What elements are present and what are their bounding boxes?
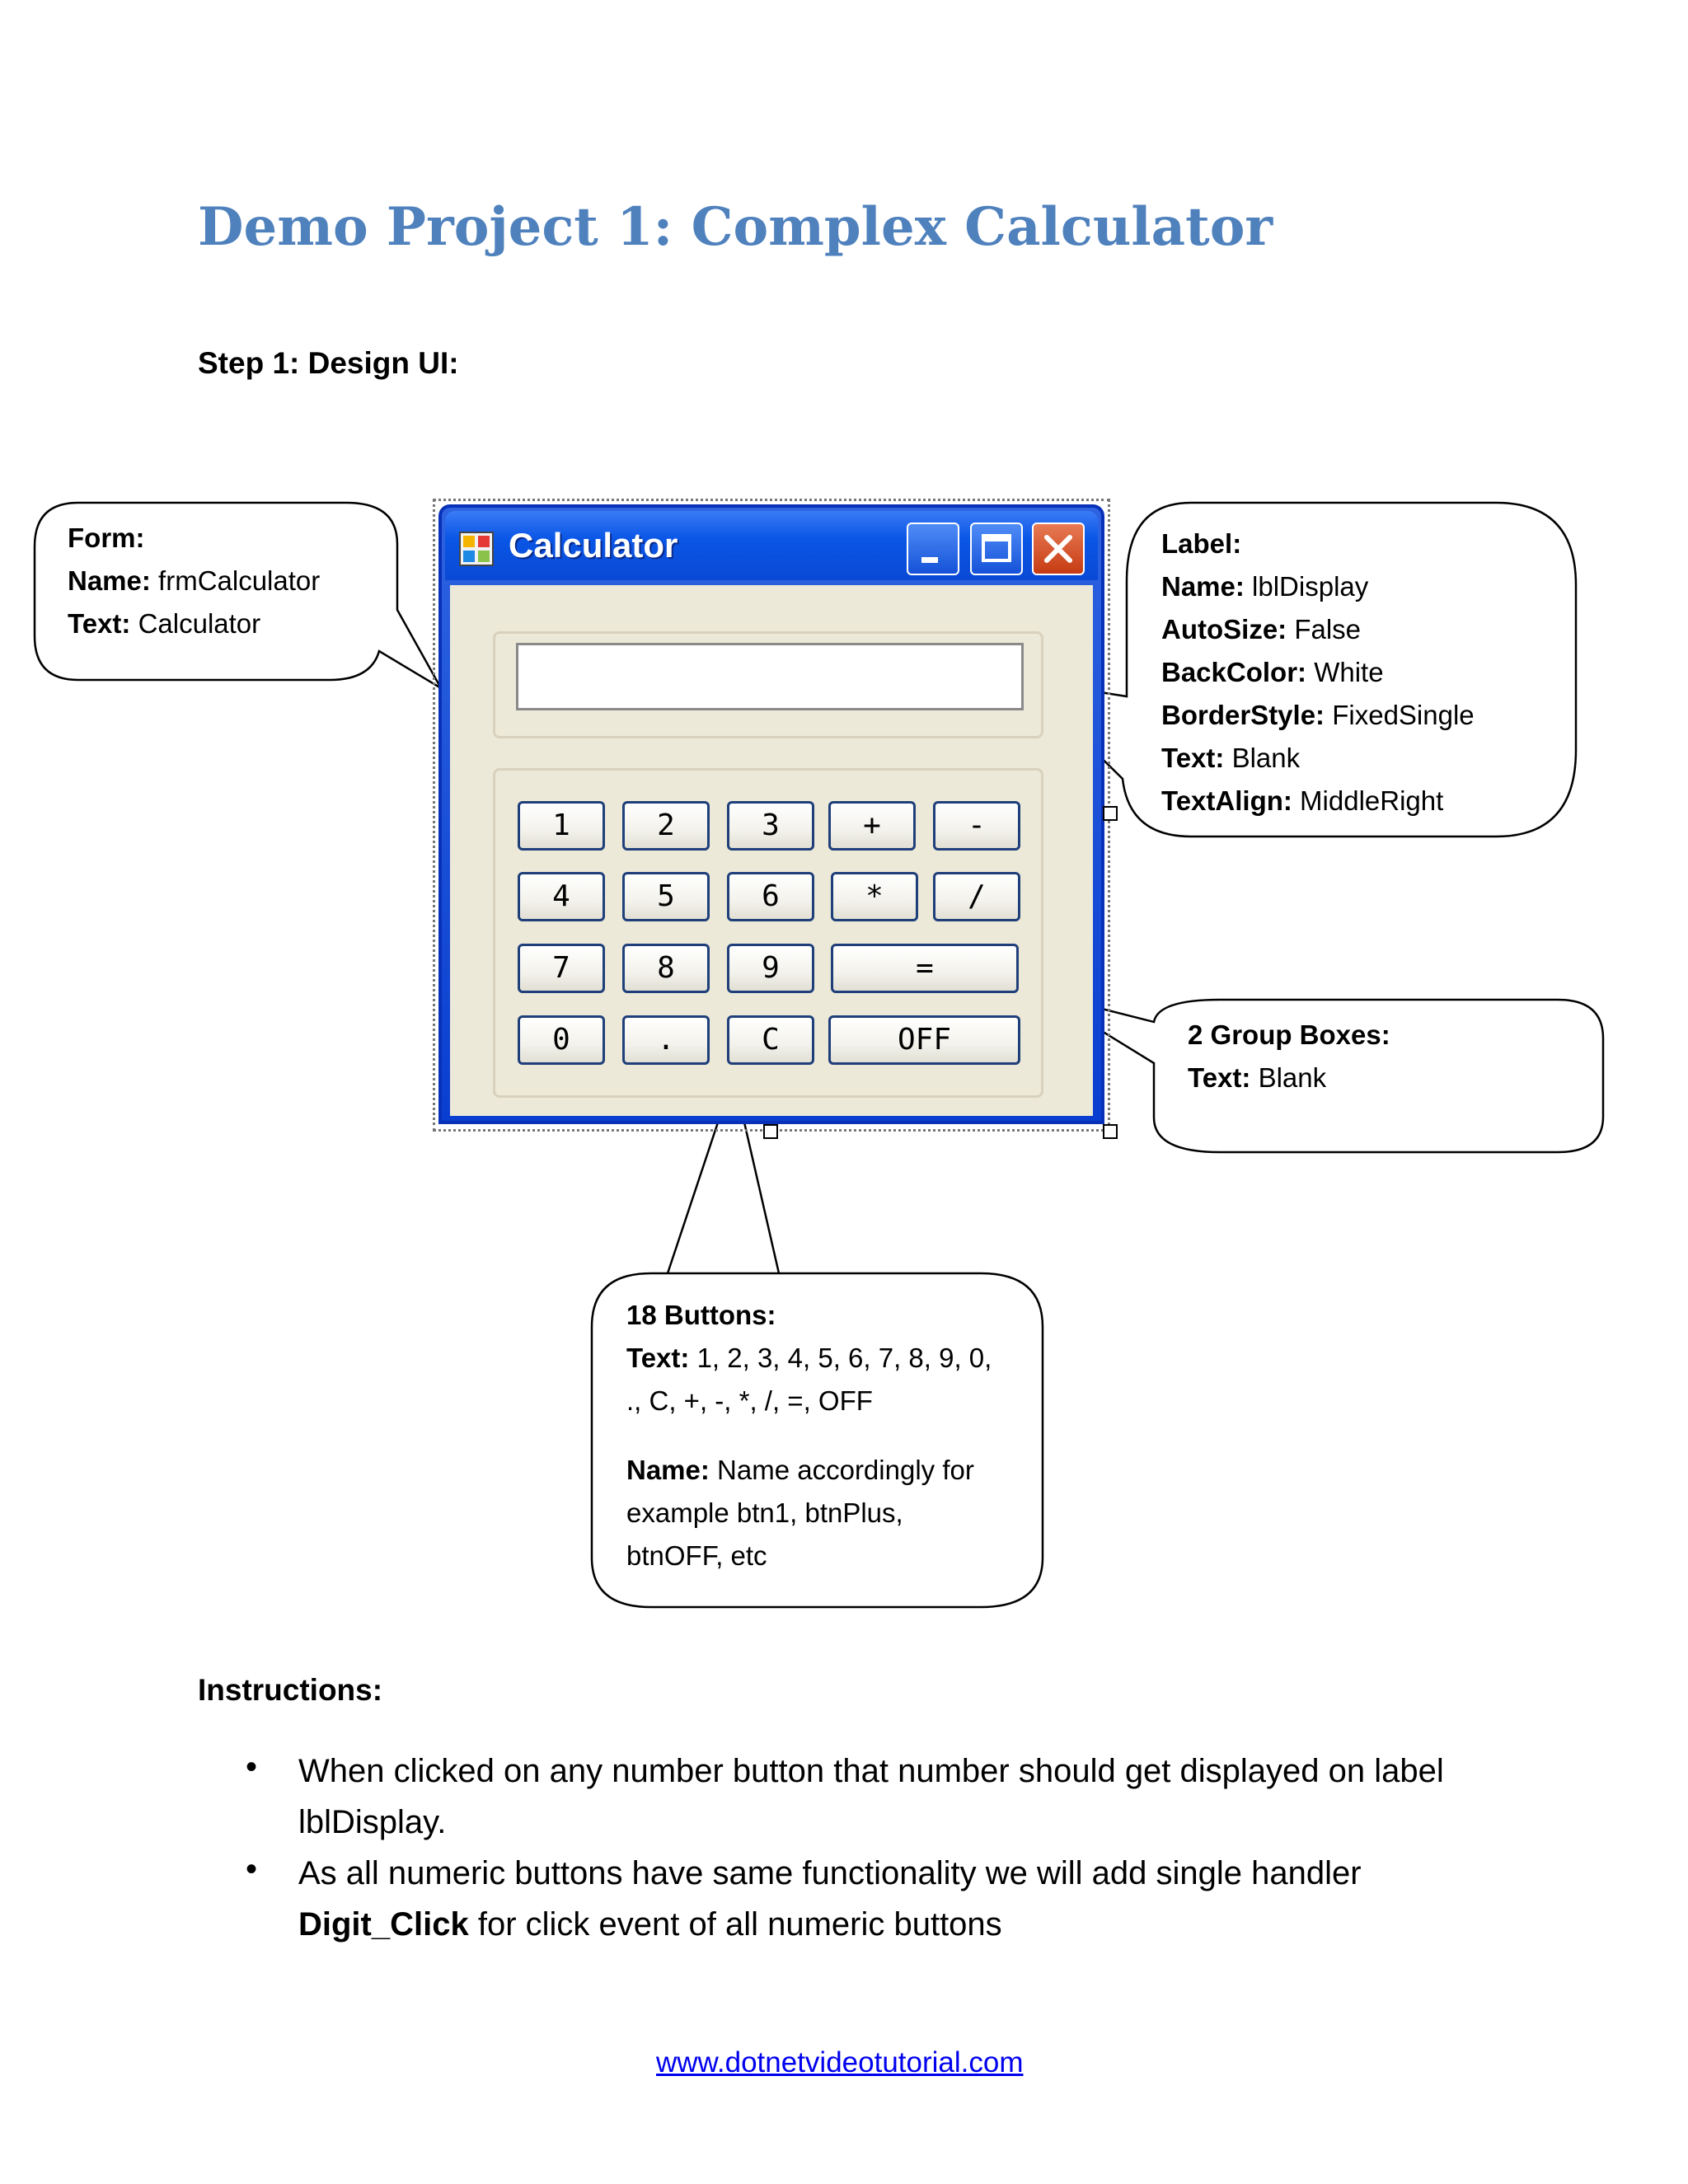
btn-4[interactable]: 4 bbox=[518, 872, 605, 921]
instruction-1-line-2: lblDisplay. bbox=[298, 1804, 447, 1840]
btn-7[interactable]: 7 bbox=[518, 944, 605, 993]
label-borderstyle-key: BorderStyle: bbox=[1161, 700, 1325, 730]
maximize-icon bbox=[972, 524, 1021, 574]
label-name-key: Name: bbox=[1161, 571, 1245, 602]
app-icon bbox=[458, 531, 495, 567]
groups-callout-heading: 2 Group Boxes: bbox=[1188, 1019, 1390, 1050]
buttons-text-value-2: ., C, +, -, *, /, =, OFF bbox=[626, 1385, 873, 1416]
btn-1[interactable]: 1 bbox=[518, 801, 605, 851]
form-callout-heading: Form: bbox=[68, 523, 145, 553]
btn-divide[interactable]: / bbox=[933, 872, 1020, 921]
label-borderstyle-value: FixedSingle bbox=[1325, 700, 1475, 730]
label-autosize-value: False bbox=[1287, 614, 1362, 644]
lbl-display bbox=[516, 643, 1024, 710]
btn-plus[interactable]: + bbox=[828, 801, 916, 851]
label-backcolor-value: White bbox=[1306, 657, 1384, 687]
btn-3[interactable]: 3 bbox=[727, 801, 814, 851]
bullet-2: • bbox=[246, 1851, 258, 1887]
instructions-heading: Instructions: bbox=[198, 1673, 383, 1707]
label-textalign-value: MiddleRight bbox=[1292, 785, 1444, 816]
groups-text-value: Blank bbox=[1250, 1062, 1327, 1093]
buttons-text-value-1: 1, 2, 3, 4, 5, 6, 7, 8, 9, 0, bbox=[689, 1343, 992, 1373]
buttons-callout bbox=[626, 1294, 992, 1577]
btn-dot[interactable]: . bbox=[622, 1015, 710, 1065]
label-autosize-key: AutoSize: bbox=[1161, 614, 1287, 644]
form-callout bbox=[68, 517, 320, 645]
btn-8[interactable]: 8 bbox=[622, 944, 710, 993]
window-title: Calculator bbox=[509, 526, 678, 565]
btn-5[interactable]: 5 bbox=[622, 872, 710, 921]
label-text-value: Blank bbox=[1224, 743, 1301, 773]
buttons-text-key: Text: bbox=[626, 1343, 690, 1373]
btn-9[interactable]: 9 bbox=[727, 944, 814, 993]
label-textalign-key: TextAlign: bbox=[1161, 785, 1292, 816]
footer-link[interactable]: www.dotnetvideotutorial.com bbox=[656, 2046, 1024, 2079]
digit-click-handler: Digit_Click bbox=[298, 1906, 469, 1943]
buttons-callout-heading: 18 Buttons: bbox=[626, 1300, 776, 1330]
resize-handle-corner[interactable] bbox=[1103, 1124, 1118, 1139]
step-heading: Step 1: Design UI: bbox=[198, 346, 459, 380]
minimize-icon bbox=[908, 524, 958, 574]
close-button[interactable] bbox=[1032, 523, 1085, 575]
btn-0[interactable]: 0 bbox=[518, 1015, 605, 1065]
close-icon bbox=[1034, 524, 1083, 574]
instruction-item-1 bbox=[298, 1746, 1584, 1848]
btn-clear[interactable]: C bbox=[727, 1015, 814, 1065]
btn-multiply[interactable]: * bbox=[831, 872, 918, 921]
page-title: Demo Project 1: Complex Calculator bbox=[198, 196, 1273, 258]
minimize-button[interactable] bbox=[907, 523, 959, 575]
form-name-value: frmCalculator bbox=[150, 565, 321, 596]
groups-text-key: Text: bbox=[1188, 1062, 1251, 1093]
buttons-name-value-2: example btn1, btnPlus, bbox=[626, 1497, 903, 1528]
label-name-value: lblDisplay bbox=[1244, 571, 1369, 602]
form-text-value: Calculator bbox=[130, 608, 261, 639]
groups-callout bbox=[1188, 1014, 1390, 1099]
buttons-name-value-3: btnOFF, etc bbox=[626, 1540, 767, 1571]
resize-handle-right[interactable] bbox=[1103, 806, 1118, 821]
maximize-button[interactable] bbox=[970, 523, 1023, 575]
btn-minus[interactable]: - bbox=[933, 801, 1020, 851]
buttons-name-value-1: Name accordingly for bbox=[709, 1455, 974, 1485]
label-backcolor-key: BackColor: bbox=[1161, 657, 1307, 687]
instruction-2-line-1: As all numeric buttons have same functionality we will add single handler bbox=[298, 1855, 1362, 1891]
resize-handle-bottom[interactable] bbox=[763, 1124, 778, 1139]
btn-off[interactable]: OFF bbox=[828, 1015, 1020, 1065]
btn-2[interactable]: 2 bbox=[622, 801, 710, 851]
form-text-key: Text: bbox=[68, 608, 131, 639]
buttons-name-key: Name: bbox=[626, 1455, 710, 1485]
label-callout bbox=[1161, 523, 1475, 823]
form-name-key: Name: bbox=[68, 565, 151, 596]
btn-equals[interactable]: = bbox=[831, 944, 1019, 993]
instruction-1-line-1: When clicked on any number button that number should get displayed on label bbox=[298, 1753, 1444, 1789]
instruction-2-rest: for click event of all numeric buttons bbox=[468, 1906, 1002, 1943]
label-text-key: Text: bbox=[1161, 743, 1225, 773]
bullet-1: • bbox=[246, 1749, 258, 1785]
label-callout-heading: Label: bbox=[1161, 528, 1242, 559]
instruction-item-2 bbox=[298, 1848, 1584, 1950]
btn-6[interactable]: 6 bbox=[727, 872, 814, 921]
